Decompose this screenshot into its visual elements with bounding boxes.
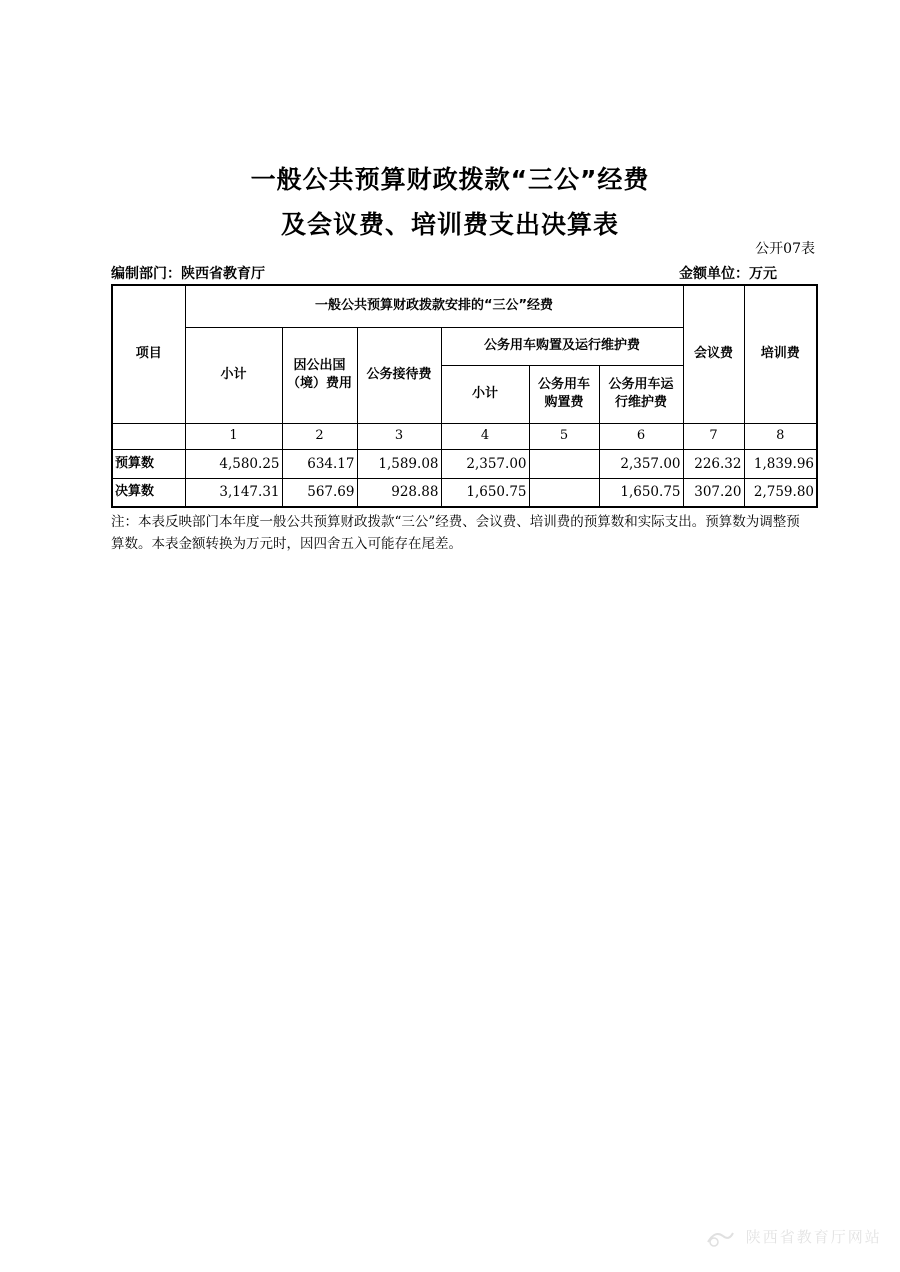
cell-value: 928.88	[357, 478, 441, 507]
watermark-text: 陕西省教育厅网站	[745, 1228, 882, 1246]
column-index: 8	[744, 423, 817, 449]
column-index-row	[112, 423, 817, 449]
row-label: 决算数	[112, 478, 185, 507]
column-index: 1	[185, 423, 282, 449]
header-vehicle-operation	[599, 365, 683, 423]
header-training: 培训费	[744, 285, 817, 423]
column-index: 2	[282, 423, 357, 449]
header-overseas-line2: （境）费用	[286, 376, 352, 391]
header-vehicle-operation-line1: 公务用车运	[608, 377, 674, 392]
cell-value: 1,589.08	[357, 449, 441, 478]
cell-value: 2,759.80	[744, 478, 817, 507]
table-code: 公开07表	[755, 241, 815, 257]
table-row-budget	[112, 449, 817, 478]
header-vehicle-group: 公务用车购置及运行维护费	[441, 327, 683, 365]
unit-label: 金额单位：万元	[679, 266, 777, 282]
table-note: 注：本表反映部门本年度一般公共预算财政拨款“三公”经费、会议费、培训费的预算数和实际支出。预算数为调整预算数。本表金额转换为万元时，因四舍五入可能存在尾差。	[111, 514, 800, 552]
header-vehicle-operation-line2: 行维护费	[614, 395, 667, 410]
cell-value: 2,357.00	[599, 449, 683, 478]
cell-value	[529, 449, 599, 478]
cell-value: 4,580.25	[185, 449, 282, 478]
expenditure-table	[111, 284, 818, 508]
header-vehicle-purchase-line1: 公务用车	[537, 377, 590, 392]
header-vehicle-subtotal: 小计	[441, 365, 529, 423]
cell-value: 1,839.96	[744, 449, 817, 478]
site-watermark	[705, 1226, 882, 1249]
cell-value	[529, 478, 599, 507]
cell-value: 2,357.00	[441, 449, 529, 478]
department-label: 编制部门：陕西省教育厅	[111, 266, 265, 282]
header-sangong-group: 一般公共预算财政拨款安排的“三公”经费	[185, 285, 683, 327]
cell-value: 567.69	[282, 478, 357, 507]
header-item: 项目	[112, 285, 185, 423]
header-meeting: 会议费	[683, 285, 744, 423]
row-label: 预算数	[112, 449, 185, 478]
header-vehicle-purchase-line2: 购置费	[544, 395, 584, 410]
document-title-line2: 及会议费、培训费支出决算表	[280, 210, 619, 239]
column-index-blank	[112, 423, 185, 449]
cell-value: 226.32	[683, 449, 744, 478]
header-reception: 公务接待费	[357, 327, 441, 423]
cell-value: 307.20	[683, 478, 744, 507]
header-overseas	[282, 327, 357, 423]
header-vehicle-purchase	[529, 365, 599, 423]
document-title-line1: 一般公共预算财政拨款“三公”经费	[250, 165, 650, 194]
cell-value: 1,650.75	[441, 478, 529, 507]
column-index: 5	[529, 423, 599, 449]
cell-value: 3,147.31	[185, 478, 282, 507]
header-overseas-line1: 因公出国	[293, 358, 346, 373]
column-index: 3	[357, 423, 441, 449]
cell-value: 1,650.75	[599, 478, 683, 507]
logo-icon	[705, 1227, 735, 1249]
column-index: 6	[599, 423, 683, 449]
column-index: 4	[441, 423, 529, 449]
table-row-actual	[112, 478, 817, 507]
cell-value: 634.17	[282, 449, 357, 478]
column-index: 7	[683, 423, 744, 449]
header-subtotal: 小计	[185, 327, 282, 423]
